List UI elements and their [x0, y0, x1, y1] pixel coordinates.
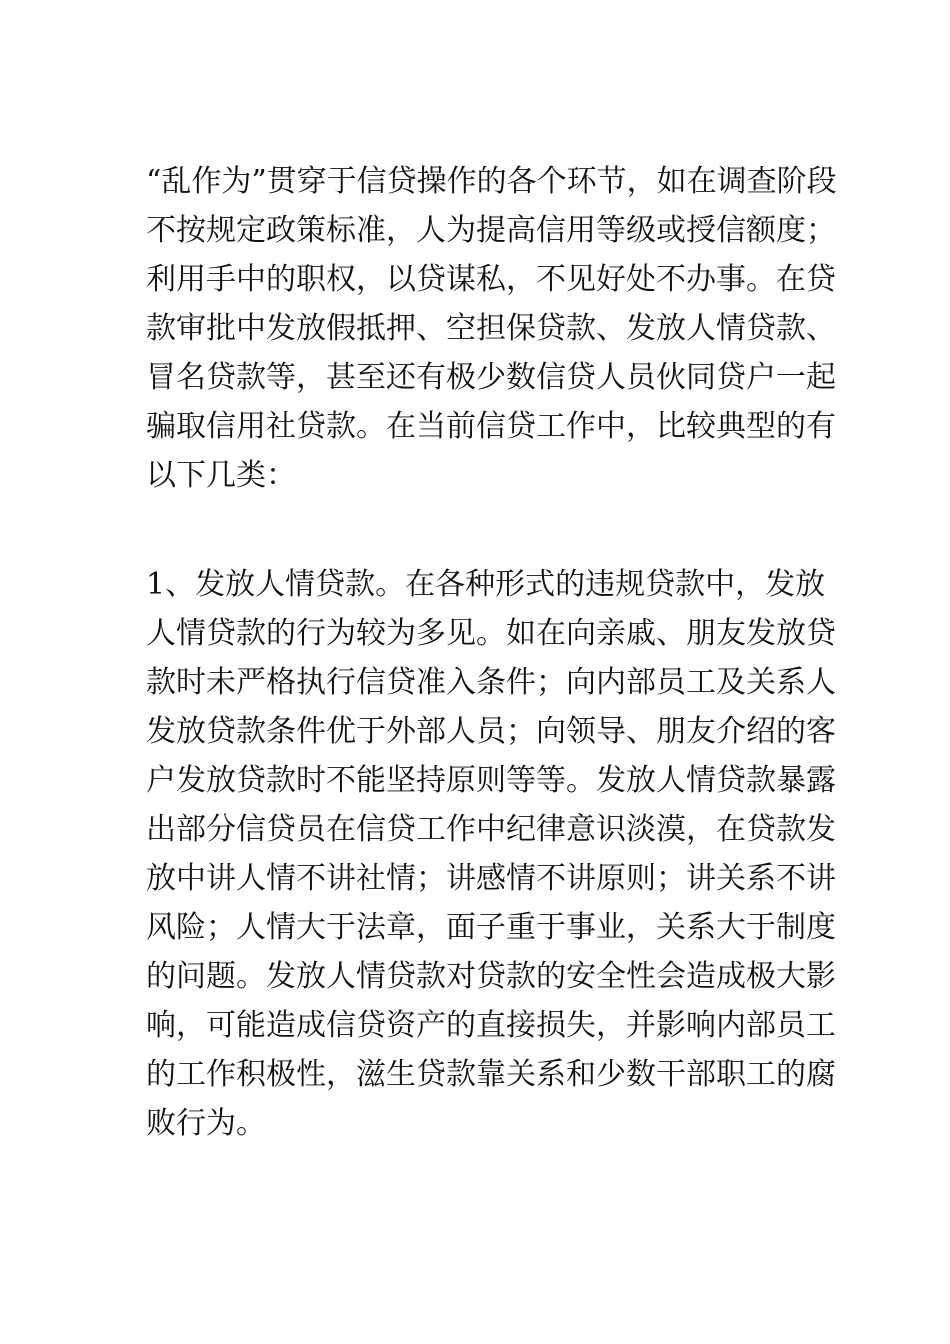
text-line: 败行为。 — [146, 1106, 266, 1141]
text-line: 的问题。发放人情贷款对贷款的安全性会造成极大影 — [146, 959, 836, 994]
text-line: 冒名贷款等，甚至还有极少数信贷人员伙同贷户一起 — [146, 360, 836, 395]
text-line: “乱作为”贯穿于信贷操作的各个环节，如在调查阶段 — [146, 164, 837, 199]
text-line: 款时未严格执行信贷准入条件；向内部员工及关系人 — [146, 665, 836, 700]
document-body — [146, 157, 837, 1148]
text-line: 放中讲人情不讲社情；讲感情不讲原则；讲关系不讲 — [146, 861, 836, 896]
text-line: 1、发放人情贷款。在各种形式的违规贷款中，发放 — [146, 567, 826, 602]
text-line: 风险；人情大于法章，面子重于事业，关系大于制度 — [146, 910, 836, 945]
paragraph-item-1 — [146, 560, 836, 1148]
text-line: 以下几类： — [146, 458, 296, 493]
text-line: 的工作积极性，滋生贷款靠关系和少数干部职工的腐 — [146, 1057, 836, 1092]
paragraph-spacer — [146, 500, 816, 560]
text-line: 响，可能造成信贷资产的直接损失，并影响内部员工 — [146, 1008, 836, 1043]
paragraph-intro — [146, 157, 837, 500]
text-line: 户发放贷款时不能坚持原则等等。发放人情贷款暴露 — [146, 763, 836, 798]
text-line: 人情贷款的行为较为多见。如在向亲戚、朋友发放贷 — [146, 616, 836, 651]
text-line: 利用手中的职权，以贷谋私，不见好处不办事。在贷 — [146, 262, 836, 297]
text-line: 款审批中发放假抵押、空担保贷款、发放人情贷款、 — [146, 311, 836, 346]
text-line: 不按规定政策标准，人为提高信用等级或授信额度； — [146, 213, 836, 248]
text-line: 发放贷款条件优于外部人员；向领导、朋友介绍的客 — [146, 714, 836, 749]
text-line: 出部分信贷员在信贷工作中纪律意识淡漠，在贷款发 — [146, 812, 836, 847]
text-line: 骗取信用社贷款。在当前信贷工作中，比较典型的有 — [146, 409, 836, 444]
